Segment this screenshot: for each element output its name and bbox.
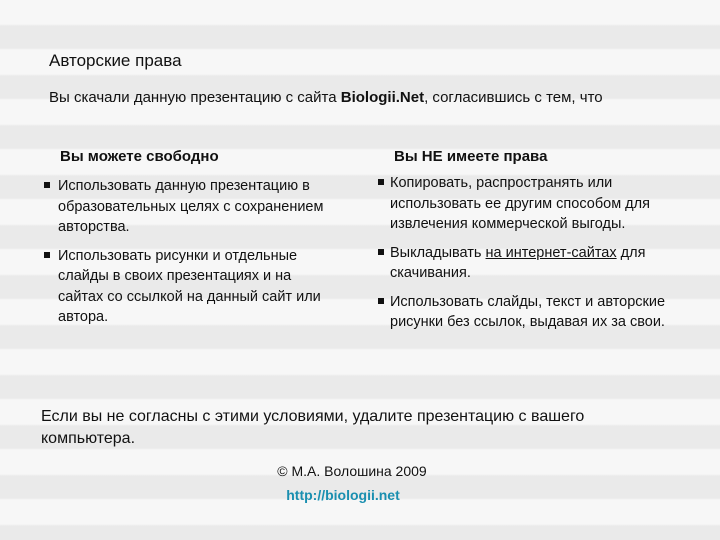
can-item-text: Использовать рисунки и отдельные слайды в своих презентациях и на сайтах со ссылкой на данный сайт или автора. — [58, 247, 321, 325]
warning-text: Если вы не согласны с этими условиями, удалите презентацию с вашего компьютера. — [41, 408, 585, 447]
list-item — [44, 176, 334, 238]
square-bullet-icon — [378, 179, 384, 185]
website-line — [0, 487, 720, 503]
cannot-item-after: для скачивания. — [390, 244, 646, 281]
website-link[interactable]: http://biologii.net — [286, 487, 400, 503]
square-bullet-icon — [378, 298, 384, 304]
internet-sites-link[interactable]: на интернет-сайтах — [485, 244, 617, 261]
intro-before: Вы скачали данную презентацию с сайта — [49, 89, 341, 106]
square-bullet-icon — [378, 249, 384, 255]
page-title: Авторские права — [49, 51, 182, 70]
intro-text — [49, 88, 689, 108]
cannot-heading: Вы НЕ имеете права — [394, 148, 548, 165]
cannot-list — [378, 173, 678, 341]
cannot-item-before: Выкладывать — [390, 244, 486, 261]
intro-site-name: Biologii.Net — [340, 89, 425, 106]
can-heading: Вы можете свободно — [60, 148, 219, 165]
cannot-item-text: Копировать, распространять или использовать ее другим способом для извлечения коммерческой выгоды. — [390, 175, 650, 232]
list-item — [44, 246, 334, 328]
copyright-line — [0, 463, 720, 479]
list-item — [378, 292, 678, 333]
square-bullet-icon — [44, 182, 50, 188]
intro-after: , согласившись с тем, что — [424, 89, 603, 106]
cannot-item-text: Использовать слайды, текст и авторские рисунки без ссылок, выдавая их за свои. — [390, 293, 666, 330]
can-item-text: Использовать данную презентацию в образовательных целях с сохранением авторства. — [58, 178, 324, 235]
copyright-text: © М.А. Волошина 2009 — [277, 463, 427, 479]
list-item — [378, 173, 678, 235]
can-list — [44, 176, 334, 336]
list-item — [378, 243, 678, 284]
square-bullet-icon — [44, 252, 50, 258]
